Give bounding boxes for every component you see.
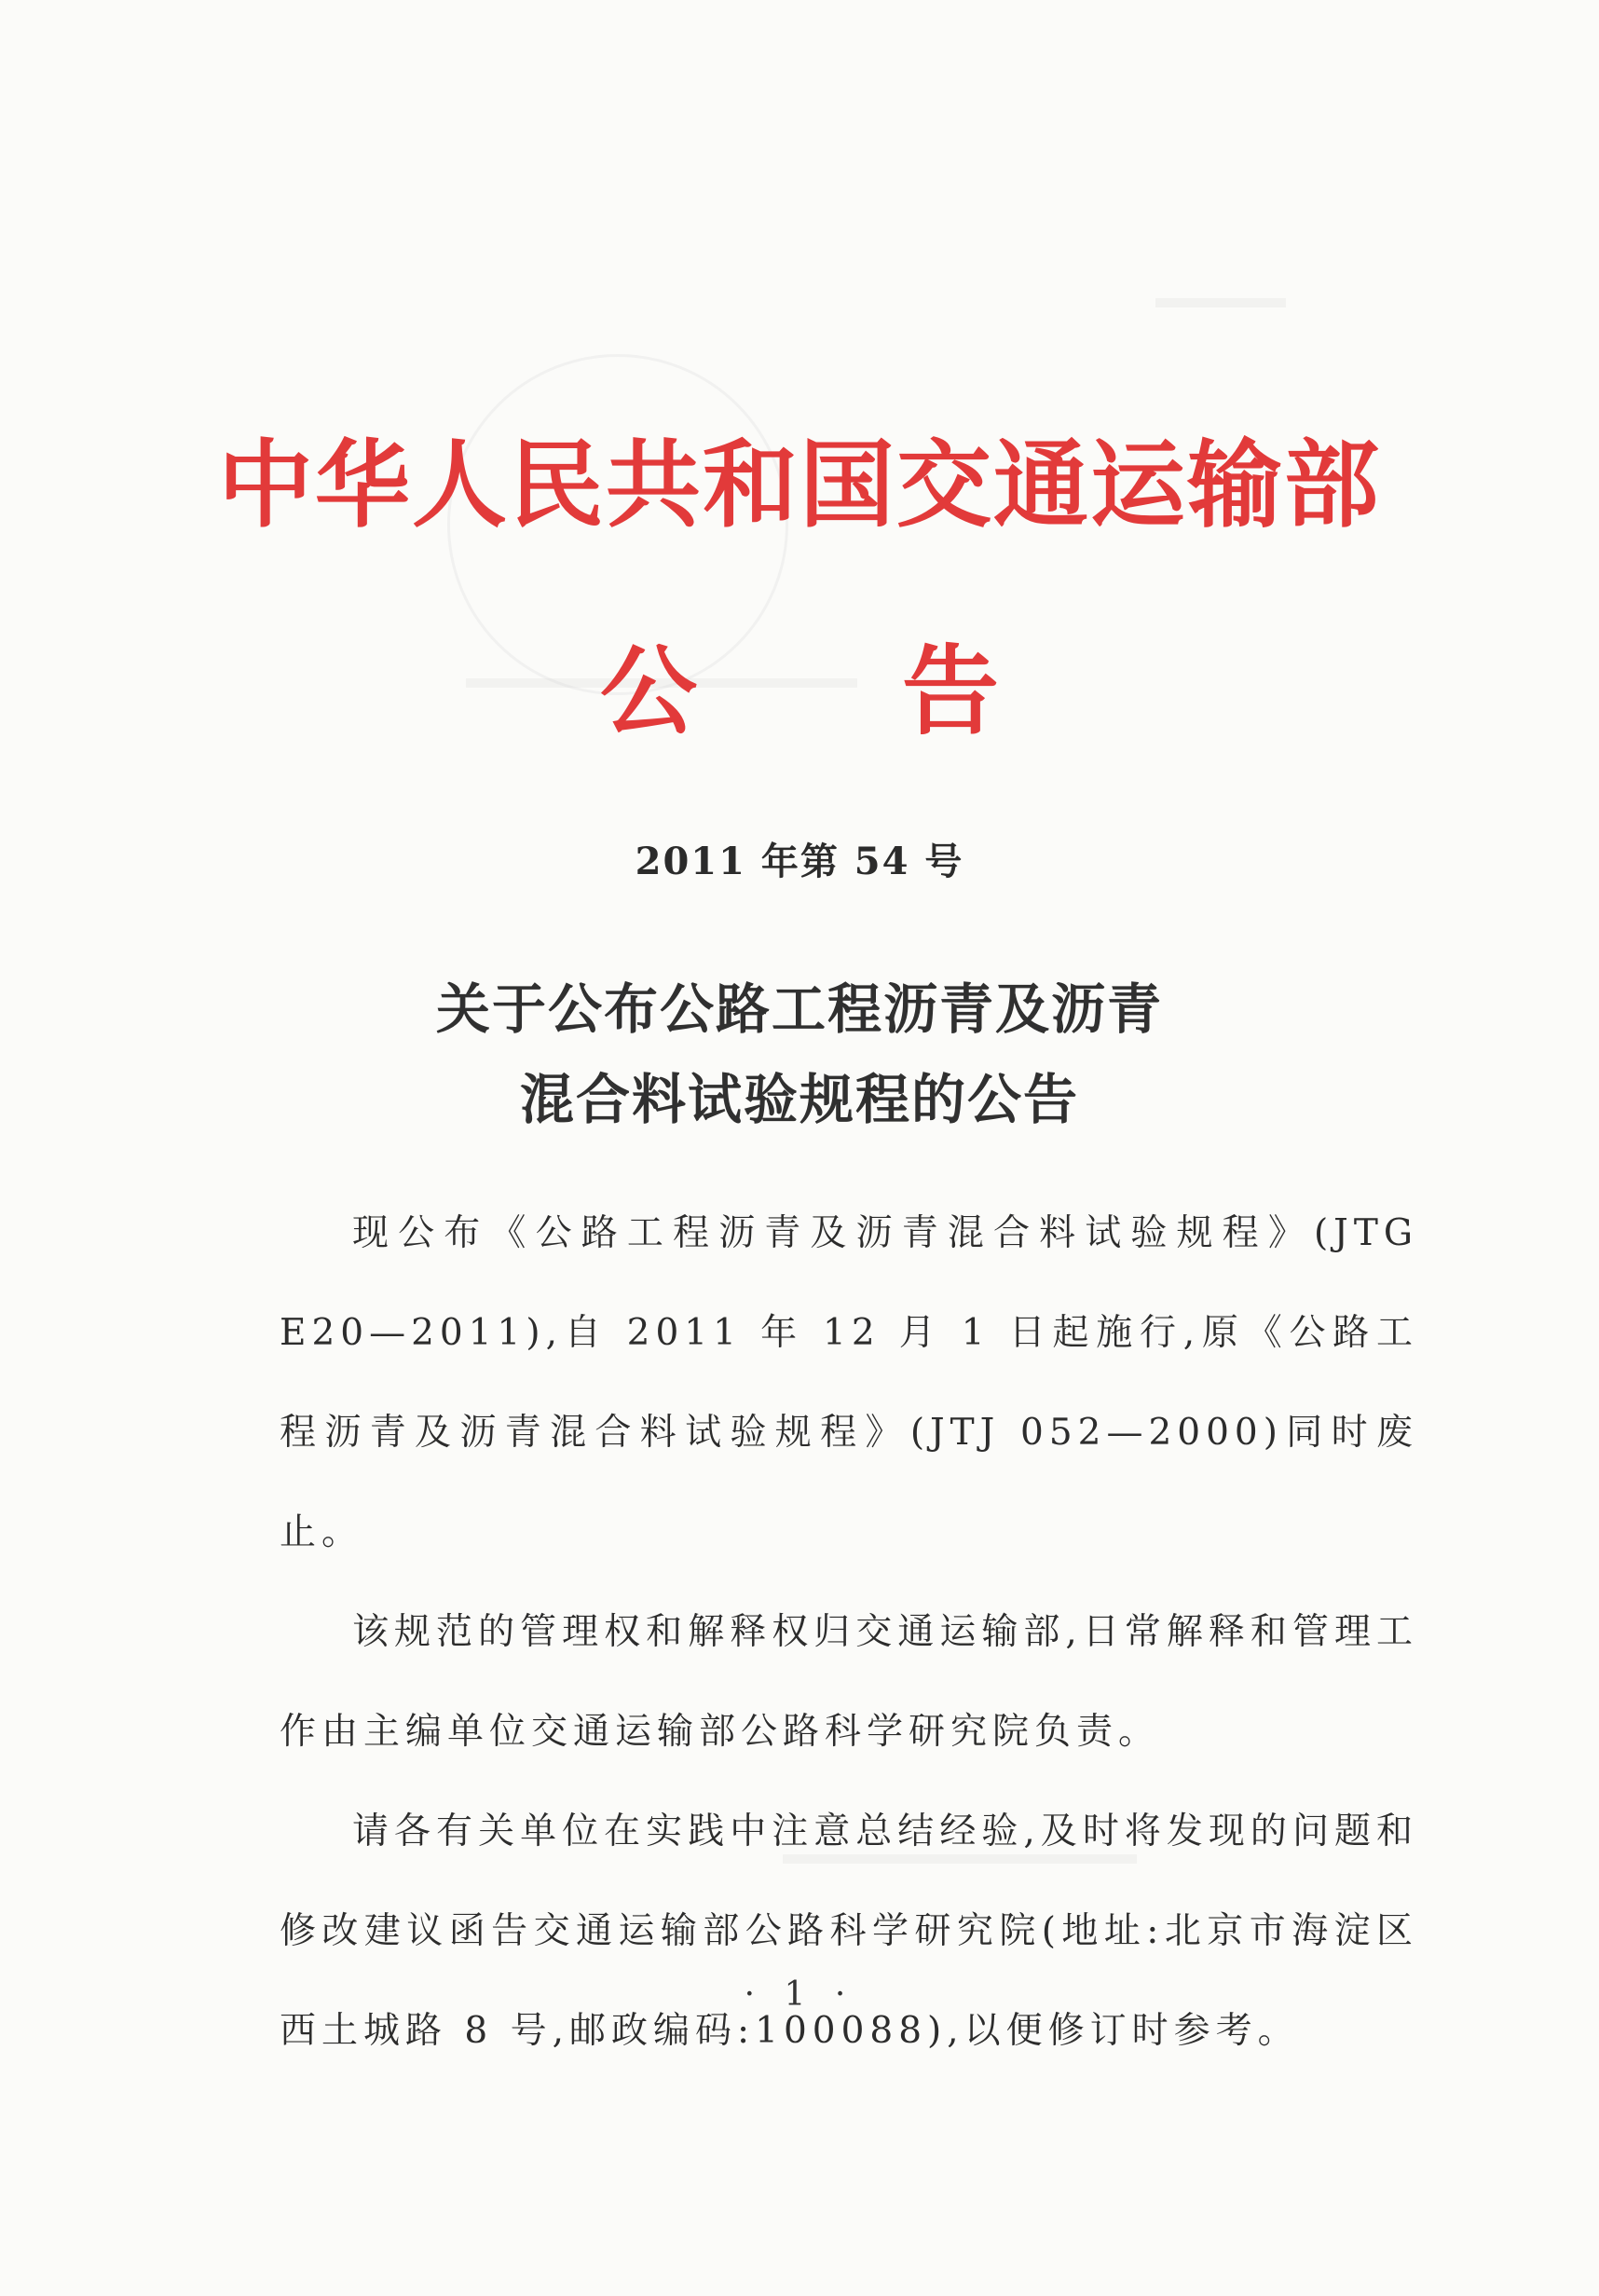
bleed-through-mark — [1155, 298, 1286, 308]
issue-number: 2011 年第 54 号 — [635, 840, 964, 883]
body-paragraph: 现公布《公路工程沥青及沥青混合料试验规程》(JTG E20—2011),自 2011 年 12 月 1 日起施行,原《公路工程沥青及沥青混合料试验规程》(JTJ 052—2000)同时废止。 — [280, 1212, 1418, 1553]
body-paragraph: 该规范的管理权和解释权归交通运输部,日常解释和管理工作由主编单位交通运输部公路科学研究院负责。 — [280, 1611, 1418, 1753]
issuer-heading: 中华人民共和国交通运输部 — [218, 430, 1381, 541]
document-title-line: 关于公布公路工程沥青及沥青 — [435, 977, 1163, 1041]
document-title — [0, 964, 1599, 1145]
body-paragraph: 请各有关单位在实践中注意总结经验,及时将发现的问题和修改建议函告交通运输部公路科学研究院(地址:北京市海淀区西土城路 8 号,邮政编码:100088),以便修订时参考。 — [280, 1811, 1418, 2052]
document-type-heading: 公告 — [599, 634, 1204, 748]
page-number: · 1 · — [744, 1975, 855, 2014]
document-body — [280, 1183, 1418, 2081]
document-title-line: 混合料试验规程的公告 — [519, 1068, 1079, 1131]
